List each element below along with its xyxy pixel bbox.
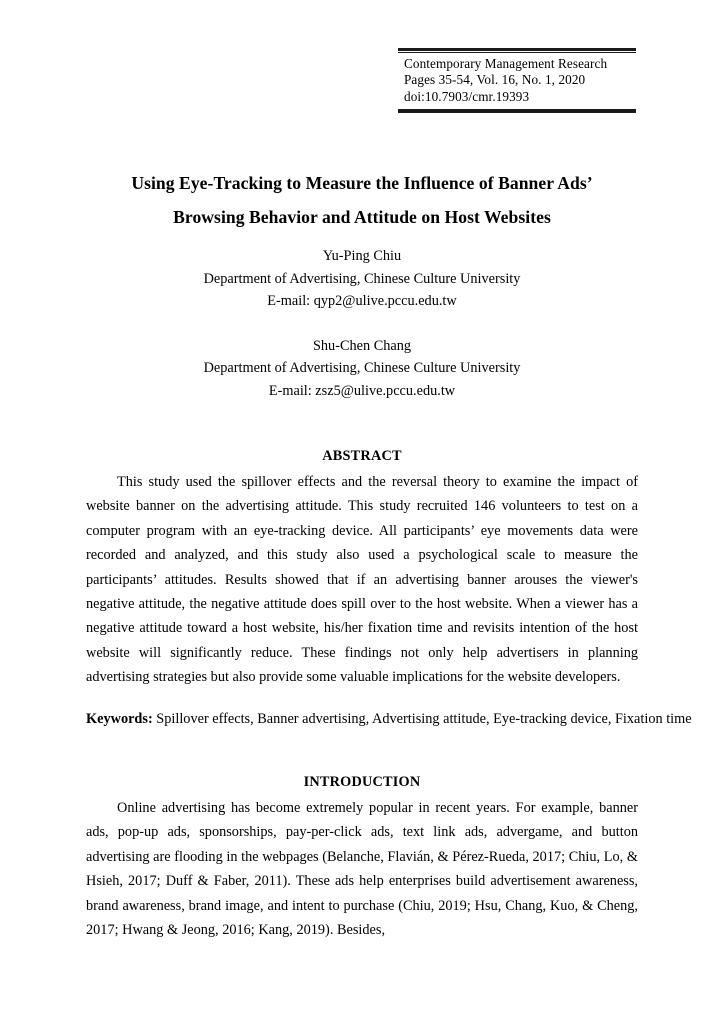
keywords-values: Spillover effects, Banner advertising, Advertising attitude, Eye-tracking device, Fixation time bbox=[152, 711, 692, 727]
authors-block bbox=[82, 245, 642, 403]
journal-pages-volume: Pages 35-54, Vol. 16, No. 1, 2020 bbox=[404, 72, 586, 88]
abstract-heading: ABSTRACT bbox=[322, 448, 402, 464]
page-title-line-1: Using Eye-Tracking to Measure the Influence of Banner Ads’ bbox=[131, 173, 593, 193]
introduction-text: Online advertising has become extremely popular in recent years. For example, banner ads, pop-up ads, sponsorships, pay-per-click ads, text link ads, advergame, and button advertising are flooding in the webpages (Belanche, Flavián, & Pérez-Rueda, 2017; Chiu, Lo, & Hsieh, 2017; Duff & Faber, 2011). These ads help enterprises build advertisement awareness, brand awareness, brand image, and intent to purchase (Chiu, 2019; Hsu, Chang, Kuo, & Cheng, 2017; Hwang & Jeong, 2016; Kang, 2019). Besides, bbox=[86, 800, 638, 939]
journal-header-text bbox=[398, 53, 636, 107]
introduction-section bbox=[86, 772, 638, 942]
abstract-text: This study used the spillover effects and the reversal theory to examine the impact of website banner on the advertising attitude. This study recruited 146 volunteers to test on a computer program with an eye-tracking device. All participants’ eye movements data were recorded and analyzed, and this study also used a psychological scale to measure the participants’ attitudes. Results showed that if an advertising banner arouses the viewer's negative attitude, the negative attitude does spill over to the host website. When a viewer has a negative attitude toward a host website, his/her fixation time and revisits intention of the host website will significantly reduce. These findings not only help advertisers in planning advertising strategies but also provide some valuable implications for the website developers. bbox=[86, 474, 638, 686]
page-title-line-2: Browsing Behavior and Attitude on Host Websites bbox=[173, 207, 551, 227]
author-affiliation: Department of Advertising, Chinese Culture University bbox=[203, 360, 521, 377]
header-bottom-thick-rule bbox=[398, 109, 636, 113]
author-name: Shu-Chen Chang bbox=[312, 337, 412, 354]
author-email: E-mail: qyp2@ulive.pccu.edu.tw bbox=[267, 293, 457, 310]
journal-name: Contemporary Management Research bbox=[404, 56, 608, 71]
author-name: Yu-Ping Chiu bbox=[322, 248, 402, 264]
journal-doi: doi:10.7903/cmr.19393 bbox=[404, 88, 530, 104]
abstract-section bbox=[86, 446, 638, 690]
author-entry bbox=[82, 245, 642, 313]
author-entry bbox=[82, 335, 642, 403]
author-affiliation: Department of Advertising, Chinese Culture University bbox=[203, 270, 521, 287]
introduction-heading: INTRODUCTION bbox=[303, 774, 421, 790]
page-title bbox=[82, 166, 642, 234]
keywords-line bbox=[86, 707, 694, 731]
journal-header-box bbox=[398, 48, 636, 113]
author-email: E-mail: zsz5@ulive.pccu.edu.tw bbox=[268, 382, 456, 399]
keywords-label: Keywords: bbox=[86, 711, 153, 727]
header-top-thick-rule bbox=[398, 48, 636, 51]
